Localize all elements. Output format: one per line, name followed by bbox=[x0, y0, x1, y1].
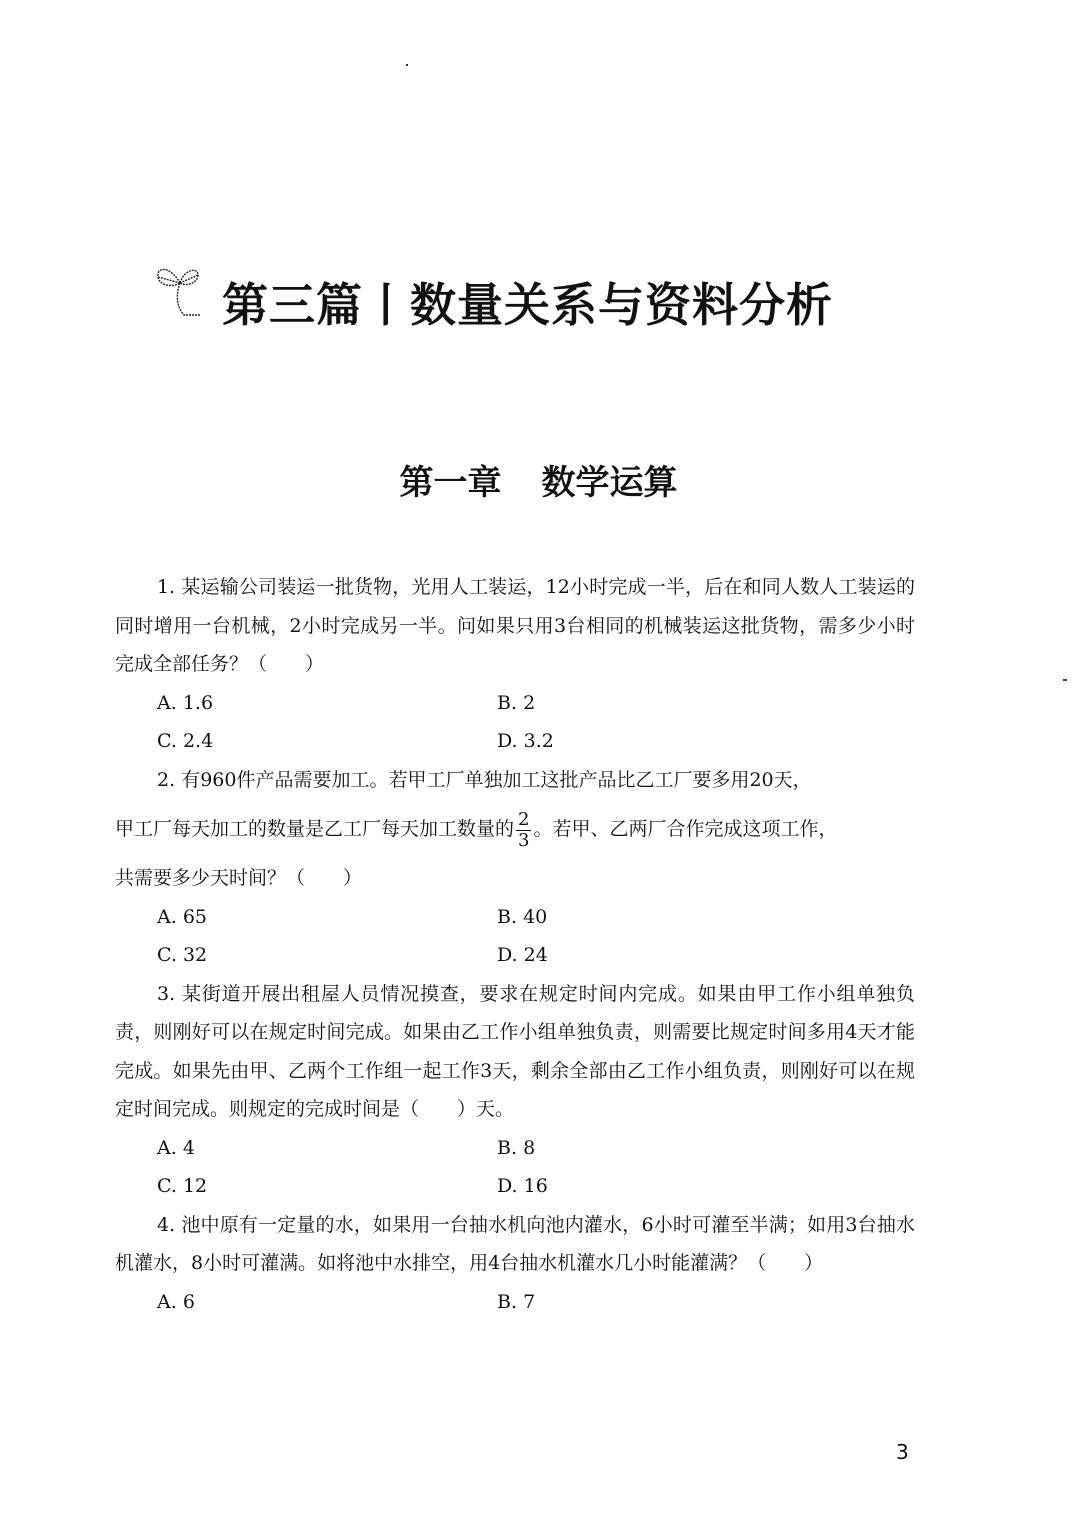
question-number: 1. bbox=[157, 576, 176, 598]
question-number: 4. bbox=[157, 1213, 176, 1236]
options bbox=[115, 1129, 915, 1206]
option-b: B. 40 bbox=[497, 905, 548, 928]
question-list bbox=[115, 568, 915, 1321]
question-text: 某街道开展出租屋人员情况摸查，要求在规定时间内完成。如果由甲工作小组单独负责，则刚好可以在规定时间完成。如果由乙工作小组单独负责，则需要比规定时间多用4天才能完成。如果先由甲、乙两个工作组一起工作3天，剩余全部由乙工作小组负责，则刚好可以在规定时间完成。则规定的完成时间是（ ）天。 bbox=[115, 982, 915, 1120]
option-b: B. 8 bbox=[497, 1136, 536, 1159]
question-1 bbox=[115, 568, 915, 761]
option-c: C. 32 bbox=[157, 944, 208, 966]
question-2: 2. 有960件产品需要加工。若甲工厂单独加工这批产品比乙工厂要多用20天， 甲工厂每天加工的数量是乙工厂每天加工数量的 $\frac{2}{3}$ 。若甲、乙两厂合作完成这项工作， 共需要多少天时间？（ ） A. 65 B. 40 C. 32 D. 24 bbox=[115, 761, 915, 975]
part-title: 第三篇丨数量关系与资料分析 bbox=[222, 278, 833, 332]
question-text: 池中原有一定量的水，如果用一台抽水机向池内灌水，6小时可灌至半满；如用3台抽水机灌水，8小时可灌满。如将池中水排空，用4台抽水机灌水几小时能灌满？（ ） bbox=[115, 1213, 915, 1274]
option-b: B. 2 bbox=[497, 691, 536, 714]
scan-speck bbox=[1063, 679, 1067, 681]
question-number: 3. bbox=[157, 982, 176, 1005]
fraction: $\frac{2}{3}$ bbox=[518, 808, 530, 851]
question-4 bbox=[115, 1206, 915, 1322]
question-text: 有960件产品需要加工。若甲工厂单独加工这批产品比乙工厂要多用20天， bbox=[181, 768, 812, 791]
option-c: C. 2.4 bbox=[157, 730, 214, 752]
sprout-icon bbox=[150, 263, 220, 323]
option-d: D. 3.2 bbox=[497, 730, 554, 752]
option-c: C. 12 bbox=[157, 1175, 208, 1197]
option-a: A. 1.6 bbox=[157, 691, 214, 714]
page-number: 3 bbox=[896, 1440, 909, 1464]
scan-speck bbox=[406, 64, 408, 66]
option-a: A. 4 bbox=[157, 1136, 195, 1159]
question-number: 2. bbox=[157, 768, 176, 791]
options bbox=[115, 684, 915, 761]
chapter-title: 数学运算 bbox=[541, 463, 678, 503]
option-d: D. 24 bbox=[497, 944, 548, 966]
chapter-heading bbox=[0, 458, 1077, 508]
question-3 bbox=[115, 975, 915, 1206]
chapter-number: 第一章 bbox=[399, 463, 502, 503]
question-text: 某运输公司装运一批货物，光用人工装运，12小时完成一半，后在和同人数人工装运的同时增用一台机械，2小时完成另一半。问如果只用3台相同的机械装运这批货物，需多少小时完成全部任务？（ ） bbox=[115, 576, 915, 675]
options bbox=[115, 898, 915, 975]
option-b: B. 7 bbox=[497, 1290, 536, 1313]
part-heading bbox=[150, 245, 833, 335]
option-a: A. 65 bbox=[157, 905, 207, 928]
option-a: A. 6 bbox=[157, 1290, 195, 1313]
options bbox=[115, 1283, 915, 1322]
option-d: D. 16 bbox=[497, 1175, 548, 1197]
